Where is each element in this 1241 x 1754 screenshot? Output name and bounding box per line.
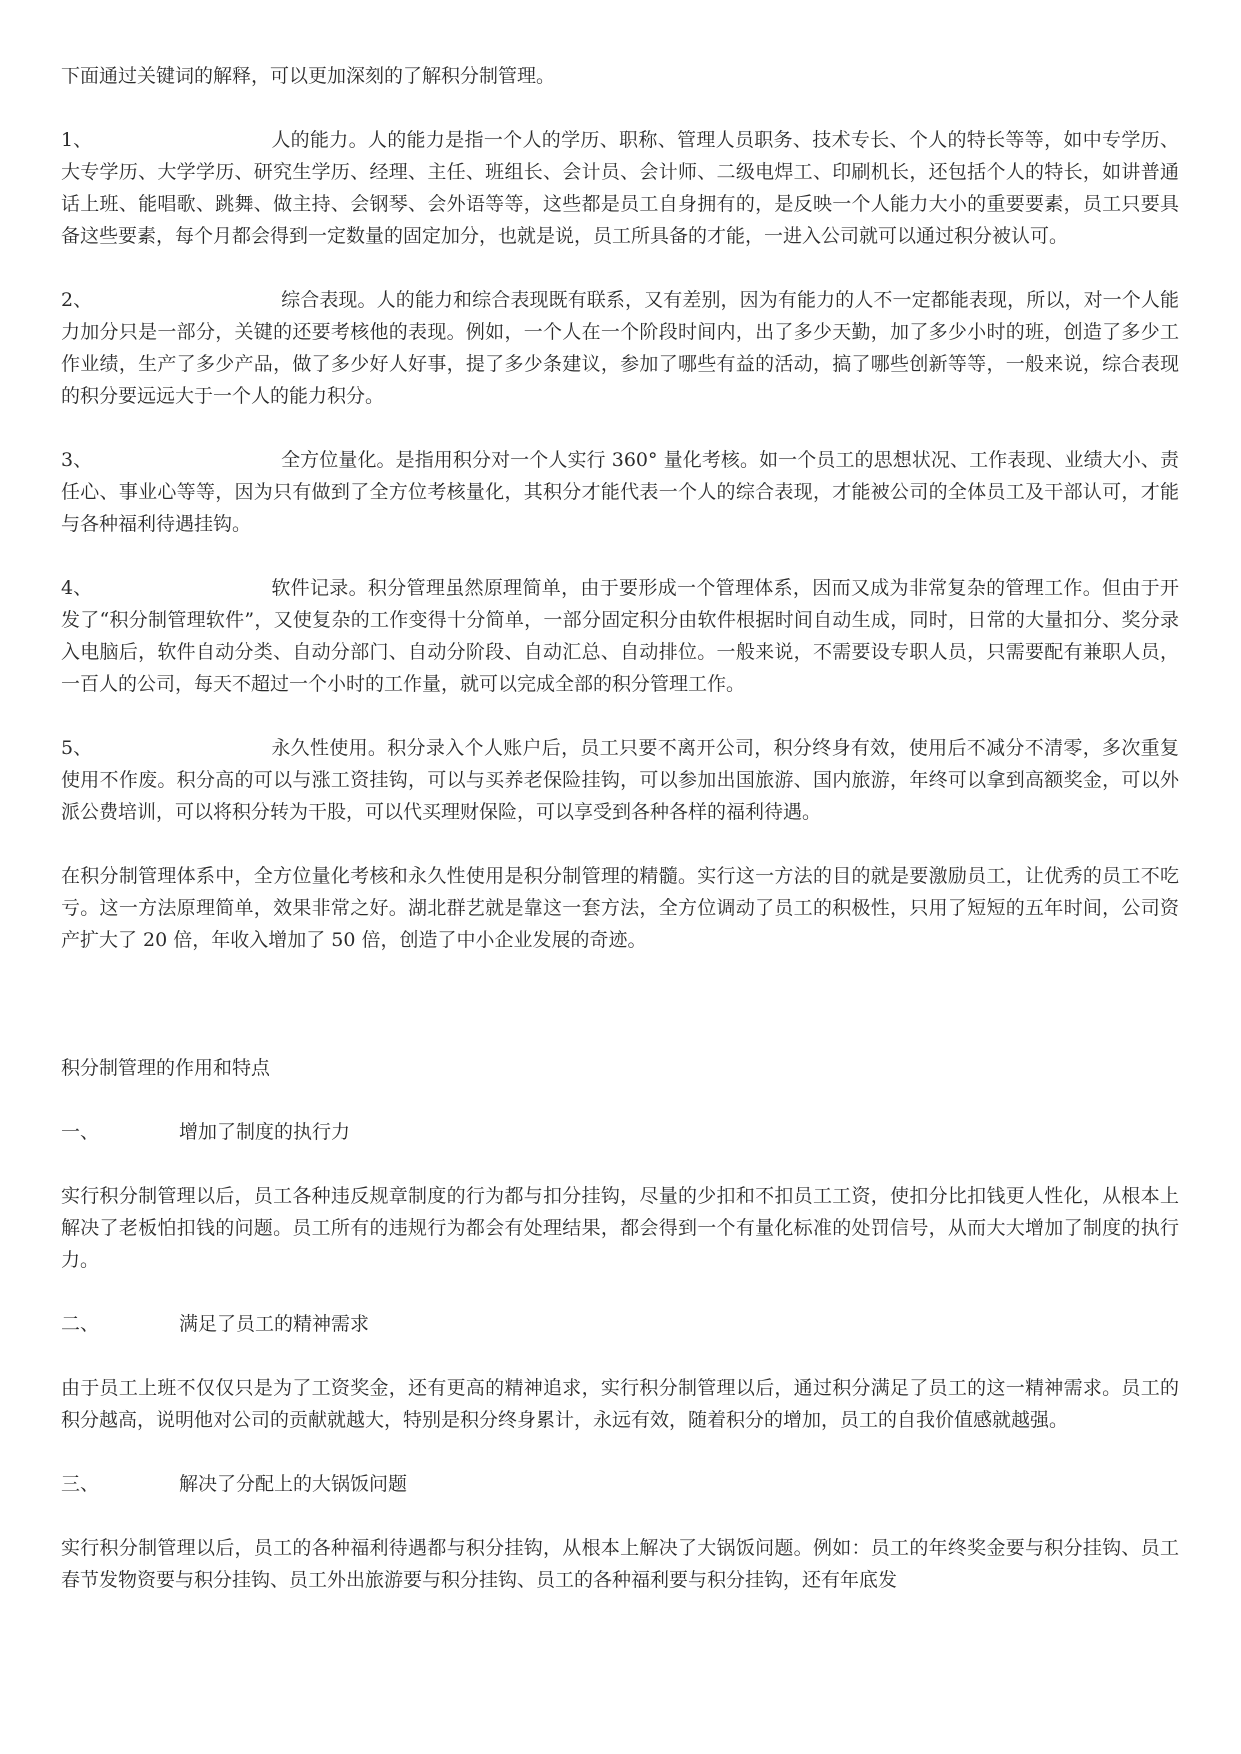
subsection-body-1: 实行积分制管理以后，员工各种违反规章制度的行为都与扣分挂钩，尽量的少扣和不扣员工工资，使扣分比扣钱更人性化，从根本上解决了老板怕扣钱的问题。员工所有的违规行为都会有处理结果，都会得到一个有量化标准的处罚信号，从而大大增加了制度的执行力。 xyxy=(61,1185,1179,1271)
subsection-title: 满足了员工的精神需求 xyxy=(179,1313,370,1335)
subsection-number: 二、 xyxy=(61,1313,100,1335)
item-text: 软件记录。积分管理虽然原理简单，由于要形成一个管理体系，因而又成为非常复杂的管理工作。但由于开发了“积分制管理软件”，又使复杂的工作变得十分简单，一部分固定积分由软件根据时间自动生成，同时，日常的大量扣分、奖分录入电脑后，软件自动分类、自动分部门、自动分阶段、自动汇总、自动排位。一般来说，不需要设专职人员，只需要配有兼职人员，一百人的公司，每天不超过一个小时的工作量，就可以完成全部的积分管理工作。 xyxy=(61,577,1179,695)
item-number: 1、 xyxy=(61,129,93,151)
item-text: 综合表现。人的能力和综合表现既有联系，又有差别，因为有能力的人不一定都能表现，所以，对一个人能力加分只是一部分，关键的还要考核他的表现。例如，一个人在一个阶段时间内，出了多少天勤，加了多少小时的班，创造了多少工作业绩，生产了多少产品，做了多少好人好事，提了多少条建议，参加了哪些有益的活动，搞了哪些创新等等，一般来说，综合表现的积分要远远大于一个人的能力积分。 xyxy=(61,289,1179,407)
keyword-item-5 xyxy=(61,732,1179,828)
subsection-heading-2 xyxy=(61,1308,1179,1340)
subsection-body-2: 由于员工上班不仅仅只是为了工资奖金，还有更高的精神追求，实行积分制管理以后，通过积分满足了员工的这一精神需求。员工的积分越高，说明他对公司的贡献就越大，特别是积分终身累计，永远有效，随着积分的增加，员工的自我价值感就越强。 xyxy=(61,1377,1179,1431)
section-heading: 积分制管理的作用和特点 xyxy=(61,1057,271,1079)
subsection-heading-1 xyxy=(61,1116,1179,1148)
item-text: 全方位量化。是指用积分对一个人实行 360° 量化考核。如一个员工的思想状况、工作表现、业绩大小、责任心、事业心等等，因为只有做到了全方位考核量化，其积分才能代表一个人的综合表现，才能被公司的全体员工及干部认可，才能与各种福利待遇挂钩。 xyxy=(61,449,1179,535)
intro-paragraph: 下面通过关键词的解释，可以更加深刻的了解积分制管理。 xyxy=(61,65,556,87)
item-text: 永久性使用。积分录入个人账户后，员工只要不离开公司，积分终身有效，使用后不减分不清零，多次重复使用不作废。积分高的可以与涨工资挂钩，可以与买养老保险挂钩，可以参加出国旅游、国内旅游，年终可以拿到高额奖金，可以外派公费培训，可以将积分转为干股，可以代买理财保险，可以享受到各种各样的福利待遇。 xyxy=(61,737,1179,823)
summary-paragraph: 在积分制管理体系中，全方位量化考核和永久性使用是积分制管理的精髓。实行这一方法的目的就是要激励员工，让优秀的员工不吃亏。这一方法原理简单，效果非常之好。湖北群艺就是靠这一套方法，全方位调动了员工的积极性，只用了短短的五年时间，公司资产扩大了 20 倍，年收入增加了 50 倍，创造了中小企业发展的奇迹。 xyxy=(61,865,1179,951)
keyword-item-4 xyxy=(61,572,1179,700)
keyword-item-1 xyxy=(61,124,1179,252)
subsection-number: 三、 xyxy=(61,1473,100,1495)
keyword-item-2 xyxy=(61,284,1179,412)
subsection-number: 一、 xyxy=(61,1121,100,1143)
item-number: 3、 xyxy=(61,449,93,471)
subsection-body-3: 实行积分制管理以后，员工的各种福利待遇都与积分挂钩，从根本上解决了大锅饭问题。例如：员工的年终奖金要与积分挂钩、员工春节发物资要与积分挂钩、员工外出旅游要与积分挂钩、员工的各种福利要与积分挂钩，还有年底发 xyxy=(61,1537,1179,1591)
item-number: 2、 xyxy=(61,289,93,311)
keyword-item-3 xyxy=(61,444,1179,540)
item-number: 4、 xyxy=(61,577,93,599)
subsection-heading-3 xyxy=(61,1468,1179,1500)
subsection-title: 增加了制度的执行力 xyxy=(179,1121,351,1143)
item-text: 人的能力。人的能力是指一个人的学历、职称、管理人员职务、技术专长、个人的特长等等，如中专学历、大专学历、大学学历、研究生学历、经理、主任、班组长、会计员、会计师、二级电焊工、印刷机长，还包括个人的特长，如讲普通话上班、能唱歌、跳舞、做主持、会钢琴、会外语等等，这些都是员工自身拥有的，是反映一个人能力大小的重要要素，员工只要具备这些要素，每个月都会得到一定数量的固定加分，也就是说，员工所具备的才能，一进入公司就可以通过积分被认可。 xyxy=(61,129,1179,247)
item-number: 5、 xyxy=(61,737,93,759)
subsection-title: 解决了分配上的大锅饭问题 xyxy=(179,1473,408,1495)
